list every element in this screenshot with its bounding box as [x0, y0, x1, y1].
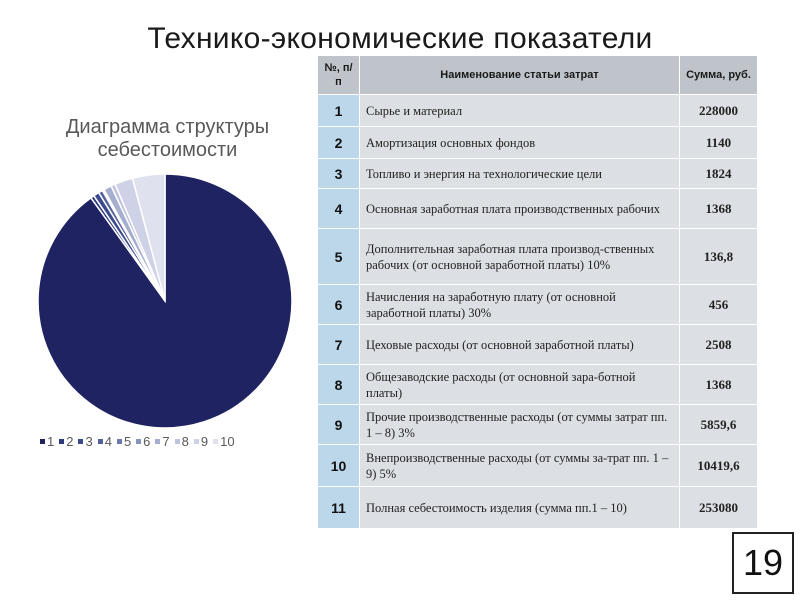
header-name: Наименование статьи затрат — [360, 56, 680, 95]
row-name: Прочие производственные расходы (от суммы затрат пп. 1 – 8) 3% — [360, 405, 680, 445]
legend-label: 7 — [162, 434, 170, 449]
row-sum: 253080 — [680, 487, 758, 529]
row-number: 2 — [318, 127, 360, 159]
row-sum: 1368 — [680, 189, 758, 229]
row-name: Полная себестоимость изделия (сумма пп.1 – 10) — [360, 487, 680, 529]
table-row — [318, 487, 758, 529]
legend-swatch — [175, 439, 180, 444]
legend-label: 2 — [66, 434, 74, 449]
row-name: Сырье и материал — [360, 95, 680, 127]
pie-chart — [30, 170, 300, 432]
row-name: Внепроизводственные расходы (от суммы за-трат пп. 1 – 9) 5% — [360, 445, 680, 487]
row-name: Основная заработная плата производственных рабочих — [360, 189, 680, 229]
table-header-row — [318, 56, 758, 95]
legend-label: 5 — [123, 434, 132, 449]
legend-item — [59, 434, 73, 449]
legend-item — [136, 434, 150, 449]
legend-item — [194, 434, 208, 449]
row-name: Топливо и энергия на технологические цели — [360, 159, 680, 189]
legend-swatch — [117, 439, 122, 444]
legend-item — [78, 434, 92, 449]
row-name: Цеховые расходы (от основной заработной платы) — [360, 325, 680, 365]
row-sum: 136,8 — [680, 229, 758, 285]
row-sum: 1368 — [680, 365, 758, 405]
row-sum: 10419,6 — [680, 445, 758, 487]
page-number: 19 — [732, 532, 794, 594]
row-sum: 5859,6 — [680, 405, 758, 445]
chart-title: Диаграмма структуры себестоимости — [65, 116, 270, 161]
table-row — [318, 365, 758, 405]
legend-label: 9 — [200, 434, 209, 449]
legend-swatch — [40, 439, 45, 444]
row-number: 3 — [318, 159, 360, 189]
table-row — [318, 405, 758, 445]
legend-swatch — [194, 439, 199, 444]
legend-swatch — [213, 439, 218, 444]
row-number: 1 — [318, 95, 360, 127]
legend-label: 4 — [104, 434, 112, 449]
row-number: 9 — [318, 405, 360, 445]
row-number: 10 — [318, 445, 360, 487]
table-row — [318, 325, 758, 365]
legend-label: 8 — [181, 434, 189, 449]
row-name: Общезаводские расходы (от основной зара-ботной платы) — [360, 365, 680, 405]
legend-item — [117, 434, 131, 449]
row-name: Амортизация основных фондов — [360, 127, 680, 159]
row-number: 8 — [318, 365, 360, 405]
row-sum: 456 — [680, 285, 758, 325]
legend-item — [40, 434, 54, 449]
legend-swatch — [98, 439, 103, 444]
table-row — [318, 189, 758, 229]
table-row — [318, 229, 758, 285]
legend-label: 10 — [220, 434, 235, 449]
slide-title: Технико-экономические показатели — [147, 22, 653, 55]
cost-table — [317, 55, 758, 529]
row-number: 11 — [318, 487, 360, 529]
legend-label: 1 — [47, 434, 55, 449]
row-sum: 228000 — [680, 95, 758, 127]
row-name: Начисления на заработную плату (от основной заработной платы) 30% — [360, 285, 680, 325]
table-row — [318, 95, 758, 127]
table-row — [318, 445, 758, 487]
row-number: 7 — [318, 325, 360, 365]
legend-swatch — [78, 439, 83, 444]
table-row — [318, 285, 758, 325]
legend-swatch — [59, 439, 64, 444]
legend-swatch — [136, 439, 141, 444]
chart-legend — [40, 434, 310, 449]
header-num: №, п/п — [318, 56, 360, 95]
legend-swatch — [155, 439, 160, 444]
legend-item — [175, 434, 189, 449]
header-sum: Сумма, руб. — [680, 56, 758, 95]
row-number: 4 — [318, 189, 360, 229]
legend-item — [213, 434, 234, 449]
legend-item — [155, 434, 169, 449]
row-sum: 2508 — [680, 325, 758, 365]
row-sum: 1824 — [680, 159, 758, 189]
row-number: 6 — [318, 285, 360, 325]
legend-item — [98, 434, 112, 449]
table-row — [318, 127, 758, 159]
legend-label: 3 — [85, 434, 93, 449]
table-row — [318, 159, 758, 189]
legend-label: 6 — [143, 434, 151, 449]
row-name: Дополнительная заработная плата производ-ственных рабочих (от основной заработной платы) 10% — [360, 229, 680, 285]
row-sum: 1140 — [680, 127, 758, 159]
row-number: 5 — [318, 229, 360, 285]
